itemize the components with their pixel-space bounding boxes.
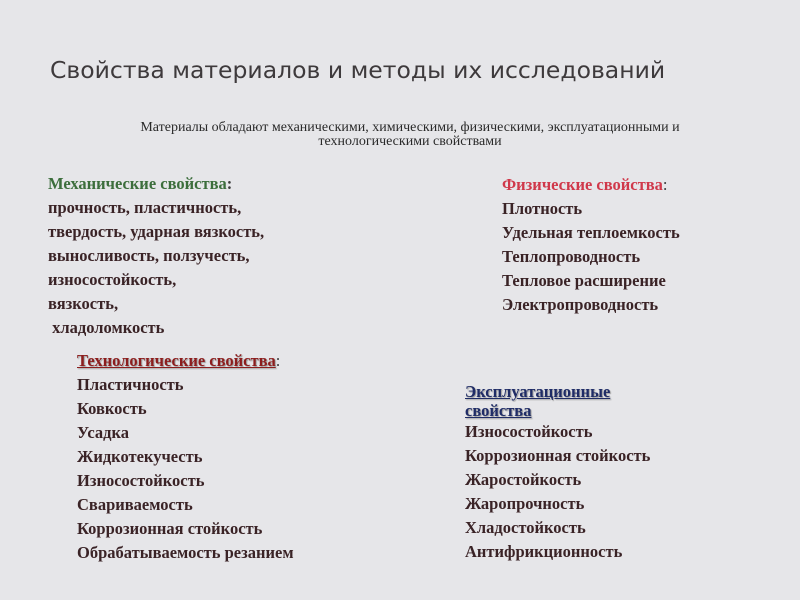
subtitle-line-2: технологическими свойствами	[318, 134, 502, 149]
subtitle-line-1: Материалы обладают механическими, химическими, физическими, эксплуатационными и	[140, 120, 680, 135]
mechanical-heading-colon: :	[226, 174, 233, 193]
technological-heading-row	[77, 349, 294, 373]
list-item: Жаропрочность	[465, 494, 585, 513]
physical-properties-block	[502, 173, 680, 317]
list-item: Жидкотекучесть	[77, 447, 203, 466]
slide-subtitle	[60, 121, 760, 149]
list-item: Жаростойкость	[465, 470, 582, 489]
operational-heading-line-2: свойства	[465, 401, 532, 420]
operational-properties-block	[465, 382, 650, 564]
list-item: выносливость, ползучесть,	[48, 246, 250, 265]
mechanical-heading: Механические свойства	[48, 174, 227, 193]
list-item: износостойкость,	[48, 270, 177, 289]
list-item: Износостойкость	[77, 471, 205, 490]
technological-heading-colon: :	[275, 351, 281, 370]
list-item: Ковкость	[77, 399, 147, 418]
technological-list	[77, 373, 294, 565]
mechanical-properties-block	[48, 172, 264, 340]
list-item: Коррозионная стойкость	[77, 519, 263, 538]
slide-title: Свойства материалов и методы их исследований	[50, 56, 666, 84]
physical-heading: Физические свойства	[502, 175, 663, 194]
list-item: Тепловое расширение	[502, 271, 666, 290]
operational-list	[465, 420, 650, 564]
technological-properties-block	[77, 349, 294, 565]
list-item: прочность, пластичность,	[48, 198, 242, 217]
technological-heading: Технологические свойства	[77, 351, 276, 370]
list-item: Антифрикционность	[465, 542, 623, 561]
physical-heading-colon: :	[662, 175, 668, 194]
list-item: Коррозионная стойкость	[465, 446, 651, 465]
list-item: Электропроводность	[502, 295, 659, 314]
operational-heading-line-1: Эксплуатационные	[465, 382, 611, 401]
list-item: Износостойкость	[465, 422, 593, 441]
list-item: вязкость,	[48, 294, 119, 313]
list-item: Пластичность	[77, 375, 184, 394]
physical-heading-row	[502, 173, 680, 197]
list-item: Хладостойкость	[465, 518, 586, 537]
mechanical-list	[48, 196, 264, 340]
list-item: хладоломкость	[48, 318, 165, 337]
mechanical-heading-row	[48, 172, 264, 196]
list-item: твердость, ударная вязкость,	[48, 222, 265, 241]
list-item: Удельная теплоемкость	[502, 223, 680, 242]
list-item: Теплопроводность	[502, 247, 641, 266]
list-item: Усадка	[77, 423, 129, 442]
list-item: Обрабатываемость резанием	[77, 543, 294, 562]
physical-list	[502, 197, 680, 317]
operational-heading	[465, 382, 650, 420]
list-item: Плотность	[502, 199, 583, 218]
list-item: Свариваемость	[77, 495, 193, 514]
